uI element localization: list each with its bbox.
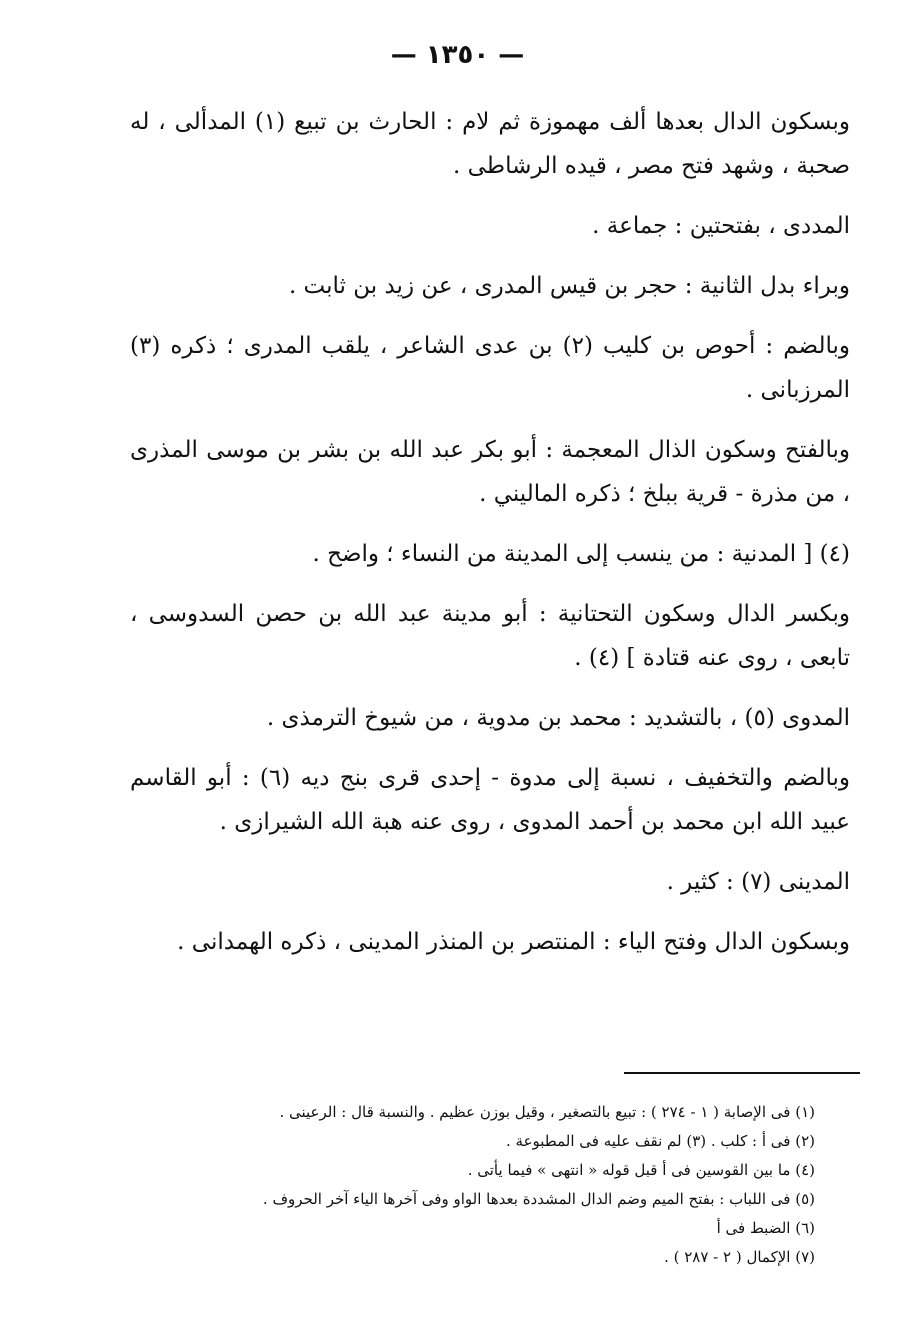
paragraph-madari-hujr: وبراء بدل الثانية : حجر بن قيس المدرى ، عن زيد بن ثابت . — [288, 273, 850, 299]
paragraph-harith: وبسكون الدال بعدها ألف مهموزة ثم لام : الحارث بن تبيع (١) المدألى ، له صحبة ، وشهد فتح مصر ، قيده الرشاطى . — [130, 109, 850, 179]
paragraph-madwi-takhfif: وبالضم والتخفيف ، نسبة إلى مدوة - إحدى قرى بنج ديه (٦) : أبو القاسم عبيد الله ابن محمد بن أحمد المدوى ، روى عنه هبة الله الشيرازى . — [130, 765, 850, 835]
footnotes — [190, 1098, 815, 1272]
paragraph-ahwas: وبالضم : أحوص بن كليب (٢) بن عدى الشاعر ، يلقب المدرى ؛ ذكره (٣) المرزبانى . — [130, 333, 850, 403]
footnote-6: (٦) الضبط فى أ — [716, 1219, 815, 1237]
footnote-2-3: (٢) فى أ : كلب . (٣) لم نقف عليه فى المطبوعة . — [505, 1132, 815, 1150]
footnote-4: (٤) ما بين القوسين فى أ قبل قوله « انتهى » فيما يأتى . — [467, 1161, 815, 1179]
footnote-1: (١) فى الإصابة ( ١ - ٢٧٤ ) : تبيع بالتصغير ، وقيل بوزن عظيم . والنسبة قال : الرعينى . — [279, 1103, 815, 1121]
paragraph-madaniyya: (٤) [ المدنية : من ينسب إلى المدينة من النساء ؛ واضح . — [312, 541, 850, 567]
paragraph-madhari: وبالفتح وسكون الذال المعجمة : أبو بكر عبد الله بن بشر بن موسى المذرى ، من مذرة - قرية ببلخ ؛ ذكره الماليني . — [130, 437, 850, 507]
paragraph-madadi: المددى ، بفتحتين : جماعة . — [592, 213, 850, 239]
paragraph-muntasir: وبسكون الدال وفتح الياء : المنتصر بن المنذر المدينى ، ذكره الهمدانى . — [177, 929, 850, 955]
paragraph-madwi-tashdid: المدوى (٥) ، بالتشديد : محمد بن مدوية ، من شيوخ الترمذى . — [266, 705, 850, 731]
footnote-divider — [624, 1072, 860, 1074]
footnote-7: (٧) الإكمال ( ٢ - ٢٨٧ ) . — [664, 1248, 815, 1266]
footnote-5: (٥) فى اللباب : بفتح الميم وضم الدال المشددة بعدها الواو وفى آخرها الياء آخر الحروف . — [262, 1190, 815, 1208]
body-text — [130, 100, 850, 980]
paragraph-abu-madina: وبكسر الدال وسكون التحتانية : أبو مدينة عبد الله بن حصن السدوسى ، تابعى ، روى عنه قتادة ] (٤) . — [130, 601, 850, 671]
paragraph-madyani: المدينى (٧) : كثير . — [666, 869, 850, 895]
page-number: — ١٣٥٠ — — [390, 40, 525, 70]
